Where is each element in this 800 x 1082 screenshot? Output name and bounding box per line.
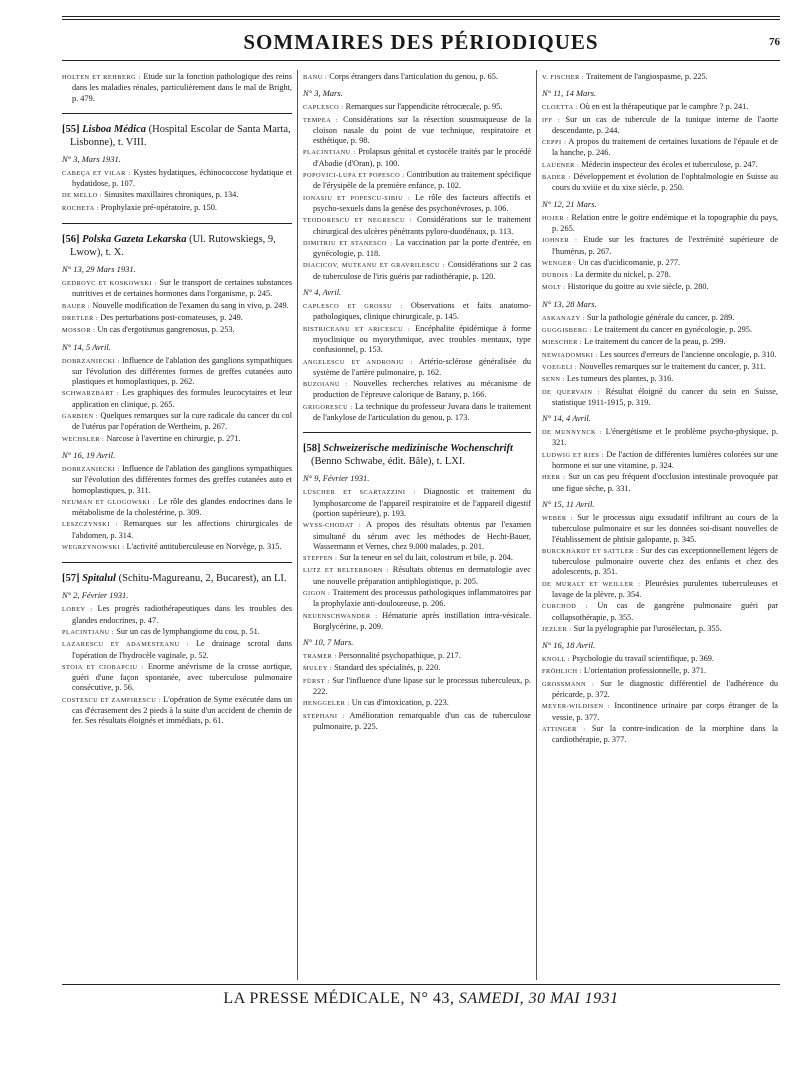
entry-list — [542, 213, 778, 294]
entry — [303, 611, 531, 633]
entry — [62, 497, 292, 519]
entry-author: LUDWIG ET RIES : — [542, 451, 605, 459]
entry — [542, 427, 778, 449]
section-heading: [58] Schweizerische medizinische Wochenschrift (Benno Schwabe, édit. Bâle), t. LXI. — [303, 443, 513, 468]
entry-author: DE MUNNYNCK : — [542, 429, 602, 437]
entry-text: Nouvelles recherches relatives au mécanisme de production de l'épreuve calorique de Barany, p. 166. — [313, 379, 531, 400]
entry-author: POPOVICI-LUPA ET POPESCO : — [303, 172, 405, 180]
entry-text: Artério-sclérose généralisée du système de l'artère pulmonaire, p. 162. — [313, 356, 531, 377]
entry — [542, 137, 778, 159]
entry-author: NEWIADOMSKI : — [542, 351, 598, 359]
entry-text: La dermite du nickel, p. 278. — [574, 270, 671, 280]
entry-text: Des perturbations post-comateuses, p. 249. — [100, 312, 243, 322]
entry-text: Un cas d'ergotismus gangrenosus, p. 253. — [97, 325, 235, 335]
entry-author: DRETLER : — [62, 314, 99, 322]
entry — [542, 624, 778, 635]
entry — [542, 701, 778, 723]
entry-text: Le traitement du cancer de la peau, p. 299. — [584, 337, 726, 347]
entry — [303, 651, 531, 662]
entry-author: GROSSMANN : — [542, 680, 595, 688]
column-3 — [542, 72, 778, 972]
header-rule-top — [62, 16, 780, 17]
entry-text: Incontinence urinaire par corps étranger de la vessie, p. 377. — [552, 701, 778, 722]
entry — [62, 542, 292, 553]
entry — [303, 357, 531, 379]
entry-author: JEZLER : — [542, 625, 572, 633]
footer-text — [62, 990, 780, 1008]
entry-text: A propos des résultats obtenus par l'examen simultané du sérum avec les méthodes de Hecht-Bauer, Wassermann et Vernes, chez 9.000 malades, p. 201. — [313, 520, 531, 551]
entry-author: HOLTEN ET REHBERG : — [62, 74, 141, 81]
entry-text: Le rôle des facteurs affectifs et psycho-sexuels dans la genèse des psychonévroses, p. 106. — [313, 192, 531, 213]
entry-text: Influence de l'ablation des ganglions sympathiques sur l'évolution des différentes formes des greffes cutanées auto et homoplastiques, p. 311. — [72, 463, 292, 495]
entry — [62, 356, 292, 388]
entry-text: Traitement des processus pathologiques inflammatoires par la prophylaxie anti-douloureuse, p. 206. — [313, 587, 531, 609]
entry-author: DUBOIS : — [542, 272, 573, 280]
entry-text: Le drainage scrotal dans l'opération de l'hydrocèle vaginale, p. 52. — [72, 639, 292, 660]
entry-text: Où en est la thérapeutique par le camphre ? p. 241. — [579, 102, 749, 112]
entry — [542, 325, 778, 336]
entry-text: L'activité antituberculeuse en Norvège, p. 315. — [126, 542, 282, 552]
entry-text: Sur l'influence d'une lipase sur le processus tuberculeux, p. 222. — [313, 675, 531, 697]
entry — [542, 601, 778, 623]
entry — [542, 313, 778, 324]
entry-author: MOLT : — [542, 284, 566, 292]
entry — [542, 387, 778, 409]
entry-author: JOHNER : — [542, 237, 578, 245]
entry-author: WEGRZYNOWSKI : — [62, 544, 125, 552]
entry-text: L'orientation professionnelle, p. 371. — [583, 666, 707, 676]
entry-text: Etude sur la fonction pathologique des reins dans les maladies rénales, particulièrement dans le mal de Bright, p. 479. — [72, 72, 292, 103]
entry-text: Sur le diagnostic différentiel de l'adhérence du péricarde, p. 372. — [552, 678, 778, 700]
entry-author: WECHSLER : — [62, 435, 105, 443]
entry — [542, 258, 778, 269]
entry-author: SENN : — [542, 376, 565, 384]
entry-author: CAPLESCO ET GROSSU : — [303, 303, 403, 311]
entry-author: CLOETTA : — [542, 104, 578, 112]
entry-author: V. FISCHER : — [542, 74, 585, 81]
entry — [62, 604, 292, 626]
entry-author: CABEÇA ET VILAR : — [62, 169, 131, 177]
page-footer — [62, 984, 780, 1014]
entry — [303, 711, 531, 733]
entry — [62, 301, 292, 312]
entry-author: HOJER : — [542, 214, 569, 222]
column-2 — [303, 72, 531, 972]
entry-author: GARBIEN : — [62, 413, 99, 421]
entry — [62, 464, 292, 496]
entry — [542, 679, 778, 701]
entry-author: ASKANAZY : — [542, 314, 585, 322]
entry-author: MEYER-WILDISEN : — [542, 703, 611, 711]
entry-text: Diagnostic et traitement du lymphosarcome de l'appareil respiratoire et de l'appareil digestif (portion supérieure), p. 193. — [313, 487, 531, 518]
entry-text: De l'action de différentes lumières colorées sur une hormone et sur une vitamine, p. 324. — [552, 449, 778, 471]
issue-label: N° 13, 28 Mars. — [542, 298, 597, 309]
entry — [62, 434, 292, 445]
entry — [303, 170, 531, 192]
entry — [303, 238, 531, 260]
entry-author: LAZARESCU ET ADAMESTEANU : — [62, 641, 189, 649]
entry-author: WENGER : — [542, 259, 577, 267]
entry-text: Prophylaxie pré-opératoire, p. 150. — [100, 202, 217, 212]
entry-author: SCHWARZBART : — [62, 390, 120, 398]
entry — [62, 72, 292, 104]
entry — [303, 115, 531, 147]
section-separator — [303, 432, 531, 433]
entry-list — [62, 168, 292, 214]
entry-text: Les sources d'erreurs de l'ancienne oncologie, p. 310. — [599, 349, 777, 359]
section-heading: [57] Spitalul (Schitu-Magureanu, 2, Bucarest), an LI. — [62, 573, 287, 585]
entry-text: La vaccination par la porte d'entrée, en gynécologie, p. 118. — [313, 237, 531, 259]
entry — [542, 282, 778, 293]
entry-text: Sur la contre-indication de la morphine dans la cardiothérapie, p. 377. — [552, 723, 778, 745]
entry — [303, 588, 531, 610]
entry-author: GIGON : — [303, 589, 331, 597]
entry-author: CAPLESCO : — [303, 104, 344, 112]
entry-text: Sur la pyélographie par l'urosélectan, p. 355. — [573, 623, 722, 633]
entry — [542, 374, 778, 385]
entry-text: Personnalité psychopathique, p. 217. — [338, 651, 461, 661]
entry-text: Traitement de l'angiospasme, p. 225. — [586, 72, 708, 81]
entry — [542, 350, 778, 361]
entry — [542, 666, 778, 677]
entry — [62, 190, 292, 201]
entry-text: Quelques remarques sur la cure radicale du cancer du col de l'utérus par l'opération de Wertheim, p. 267. — [72, 411, 292, 432]
entry — [62, 203, 292, 214]
entry — [62, 278, 292, 300]
issue-label: N° 12, 21 Mars. — [542, 198, 597, 209]
entry-author: BISTRICEANU ET ARICESCU : — [303, 325, 411, 333]
entry-author: TEMPEA : — [303, 116, 339, 124]
entry-author: CURCHOD : — [542, 603, 588, 611]
entry-text: Prolapsus génital et cystocèle traités par le procédé d'Abadie (d'Oran), p. 100. — [313, 147, 531, 168]
entry-list — [542, 427, 778, 494]
entry — [303, 102, 531, 113]
section-heading: [55] Lisboa Médica (Hospital Escolar de Santa Marta, Lisbonne), t. VIII. — [62, 123, 291, 148]
entry — [542, 115, 778, 137]
entry-text: Un cas de gangrène pulmonaire guéri par collapsothérapie, p. 355. — [552, 601, 778, 622]
entry-author: BADER : — [542, 174, 571, 182]
entry — [62, 627, 292, 638]
entry — [62, 388, 292, 410]
column-rule-right — [536, 70, 537, 980]
section-58 — [303, 442, 531, 732]
entry-author: MULEY : — [303, 665, 332, 673]
entry — [303, 324, 531, 356]
entry-text: Sur le processus aigu exsudatif infiltrant au cours de la tuberculose pulmonaire et sur les données soi-disant nouvelles de l'établissement de phtisie galopante, p. 345. — [552, 512, 778, 544]
footer-journal: LA PRESSE MÉDICALE, — [223, 990, 405, 1007]
footer-rule — [62, 984, 780, 985]
entry-list — [542, 102, 778, 193]
entry — [542, 160, 778, 171]
entry-author: TRAMER : — [303, 653, 337, 661]
issue-label: N° 15, 11 Avril. — [542, 498, 595, 509]
entry — [303, 260, 531, 282]
entry — [542, 546, 778, 578]
entry — [303, 215, 531, 237]
section-57 — [62, 572, 292, 726]
entry-text: Résultats obtenus en dermatologie avec une nouvelle préparation antiphlogistique, p. 205. — [313, 565, 531, 586]
entry-text: Standard des spécialités, p. 220. — [334, 663, 441, 673]
entry-author: BURCKHARDT ET SATTLER : — [542, 547, 639, 555]
section-56 — [62, 233, 292, 553]
entry — [62, 313, 292, 324]
entry — [542, 362, 778, 373]
entry-author: BANU : — [303, 74, 328, 81]
entry-author: LUTZ ET BELTERBORN : — [303, 567, 389, 575]
entry-text: Un cas d'intoxication, p. 223. — [351, 698, 449, 708]
entry-author: WYSS-CHODAT : — [303, 522, 362, 530]
entry-author: FRÖHLICH : — [542, 668, 582, 676]
entry-text: Remarques sur les affections chirurgicales de l'abdomen, p. 314. — [72, 519, 292, 540]
entry-author: STEPHANI : — [303, 712, 345, 720]
entry-text: Considérations sur le traitement chirurgical des ulcères pénétrants pyloro-duodénaux, p. 113. — [313, 215, 531, 236]
entry-text: La technique du professeur Juvara dans le traitement de l'ankylose de l'articulation du genou, p. 173. — [313, 401, 531, 423]
column-rule-left — [297, 70, 298, 980]
issue-label: N° 3, Mars 1931. — [62, 153, 121, 164]
section-separator — [62, 562, 292, 563]
entry-author: MIESCHER : — [542, 339, 583, 347]
entry-list — [542, 313, 778, 408]
entry — [542, 337, 778, 348]
entry — [62, 639, 292, 661]
entry-text: Sinusites maxillaires chroniques, p. 134. — [104, 190, 239, 200]
entry-author: LÜSCHER ET SCARTAZZINI : — [303, 489, 416, 497]
entry-list — [542, 654, 778, 745]
entry-author: IFF : — [542, 116, 561, 124]
entry-author: WEBER : — [542, 514, 573, 522]
entry-text: Observations et faits anatomo-pathologiques, clinique chirurgicale, p. 145. — [313, 301, 531, 322]
entry-author: DIACICOV, MUTEANU ET GRAVRILESCU : — [303, 262, 445, 270]
entry-list — [542, 513, 778, 635]
entry-list — [303, 651, 531, 732]
entry-text: Considérations sur 2 cas de tuberculose de l'iris guéris par radiothérapie, p. 120. — [313, 260, 531, 281]
entry-text: Narcose à l'avertine en chirurgie, p. 271. — [106, 433, 241, 443]
entry — [62, 168, 292, 190]
entry-text: Les tumeurs des plantes, p. 316. — [566, 374, 674, 384]
issue-label: N° 9, Février 1931. — [303, 473, 370, 484]
entry-text: Historique du goitre au xvie siècle, p. 280. — [567, 282, 709, 292]
entry — [542, 213, 778, 235]
footer-date: SAMEDI, 30 MAI 1931 — [458, 990, 619, 1007]
issue-label: N° 13, 29 Mars 1931. — [62, 264, 136, 275]
entry-text: Amélioration remarquable d'un cas de tuberculose pulmonaire, p. 225. — [313, 710, 531, 731]
entry-text: Un cas d'acidicomanie, p. 277. — [578, 257, 681, 267]
entry-author: NEUENSCHWANDER : — [303, 612, 378, 620]
entry-author: MOSSOR : — [62, 327, 96, 335]
entry-author: DOBRZANIECKI : — [62, 465, 120, 473]
entry-list — [62, 278, 292, 336]
entry-text: Nouvelle modification de l'examen du sang in vivo, p. 249. — [92, 300, 289, 310]
entry-text: Les graphiques des formules leucocytaires et leur application en clinique, p. 265. — [72, 388, 292, 409]
entry-author: BAUER : — [62, 302, 91, 310]
entry-text: Sur le transport de certaines substances nutritives et de certaines hormones dans l'organisme, p. 245. — [72, 278, 292, 299]
entry-author: DE MELLO : — [62, 192, 102, 200]
entry-author: TEODORESCU ET NEGRESCU : — [303, 217, 413, 225]
entry-author: LESZCZYNSKI : — [62, 521, 118, 529]
entry — [542, 172, 778, 194]
entry — [303, 553, 531, 564]
issue-label: N° 11, 14 Mars. — [542, 88, 597, 99]
entry-text: Considérations sur la résection sousmuqueuse de la cloison nasale du point de vue technique, respiratoire et esthétique, p. 98. — [313, 114, 531, 146]
issue-label: N° 2, Février 1931. — [62, 590, 129, 601]
footer-issue: N° 43, — [409, 990, 455, 1007]
entry-text: Pleurésies purulentes tuberculeuses et lavage de la plèvre, p. 354. — [552, 578, 778, 599]
entry-text: Psychologie du travail scientifique, p. 369. — [572, 654, 714, 664]
entry-author: DE QUERVAIN : — [542, 388, 601, 396]
entry-author: NEUMAN ET GLOGOWSKI : — [62, 498, 156, 506]
entry-text: Sur des cas exceptionnellement légers de tuberculose pulmonaire ouverte chez des enfants et chez des adolescents, p. 351. — [552, 545, 778, 577]
entry — [542, 450, 778, 472]
entry-text: Développement et évolution de l'ophtalmologie en Suisse au cours du xviiie et du xixe siècle, p. 250. — [552, 172, 778, 193]
entry-text: A propos du traitement de certaines luxations de l'épaule et de la hanche, p. 246. — [552, 137, 778, 158]
entry-author: LAUENER : — [542, 161, 580, 169]
entry — [542, 235, 778, 257]
entry-author: BUZOIANU : — [303, 381, 348, 389]
entry-text: Le rôle des glandes endocrines dans le métabolisme de la cholestérine, p. 309. — [72, 496, 292, 518]
entry-author: LOBEY : — [62, 606, 93, 614]
entry — [62, 411, 292, 433]
page-number: 76 — [769, 36, 780, 48]
entry-text: Sur la teneur en sel du lait, colostrum et bile, p. 204. — [339, 553, 514, 563]
entry — [542, 513, 778, 545]
entry-author: COSTESCU ET ZAMFIRESCU : — [62, 696, 161, 704]
entry-list — [303, 301, 531, 423]
entry — [303, 663, 531, 674]
entry-author: GEDROYC ET KOSKOWSKI : — [62, 280, 157, 288]
entry — [303, 147, 531, 169]
entry — [62, 662, 292, 694]
entry-list — [303, 487, 531, 632]
entry-text: Sur un cas de tubercule de la tunique interne de l'aorte descendante, p. 244. — [552, 114, 778, 135]
entry-list — [303, 102, 531, 282]
section-heading: [56] Polska Gazeta Lekarska (Ul. Rutowskiegs, 9, Lwow), t. X. — [62, 234, 276, 259]
entry-author: ATTINGER : — [542, 725, 586, 733]
entry — [303, 193, 531, 215]
section-separator — [62, 223, 292, 224]
entry — [542, 102, 778, 113]
header-rule-top-double — [62, 19, 780, 20]
entry — [303, 301, 531, 323]
entry-text: Encéphalite épidémique à forme myoclinique ou myorythmique, avec troubles mentaux, type confusionnel, p. 153. — [313, 323, 531, 355]
issue-label: N° 16, 18 Avril. — [542, 640, 596, 651]
entry — [303, 72, 531, 83]
entry — [542, 72, 778, 83]
entry-author: GUGGISBERG : — [542, 327, 592, 335]
entry — [303, 487, 531, 519]
entry-author: STEFFEN : — [303, 555, 338, 563]
entry — [303, 520, 531, 552]
entry-text: Les progrès radiothérapeutiques dans les troubles des glandes endocrines, p. 47. — [72, 604, 292, 625]
entry-text: L'énergétisme et le problème psycho-physique, p. 321. — [552, 427, 778, 448]
entry-list — [62, 464, 292, 553]
issue-label: N° 3, Mars. — [303, 88, 343, 99]
entry-text: Sur un cas peu fréquent d'occlusion intestinale provoquée par une figue sèche, p. 331. — [552, 472, 778, 493]
entry-author: VOEGELI : — [542, 363, 578, 371]
entry-text: Relation entre le goitre endémique et la topographie du pays, p. 265. — [552, 212, 778, 233]
entry — [542, 579, 778, 601]
entry-author: PLACINTIANU : — [62, 628, 115, 636]
entry-text: Médecin inspecteur des écoles et tuberculose, p. 247. — [581, 159, 758, 169]
entry-author: DE MURALT ET WEILLER : — [542, 580, 641, 588]
entry — [303, 676, 531, 698]
entry-text: L'opération de Syme exécutée dans un cas d'écrasement des 2 pieds à la suite d'un accident de chemin de fer. Ses résultats éloignés et immédiats, p. 61. — [72, 694, 292, 726]
entry-author: HEER : — [542, 474, 566, 482]
entry — [62, 325, 292, 336]
entry — [62, 695, 292, 727]
page-title: SOMMAIRES DES PÉRIODIQUES — [243, 30, 599, 54]
entry-text: Hématurie après instillation intra-vésicale. Borglycérine, p. 209. — [313, 610, 531, 631]
entry-text: Résultat éloigné du cancer du sein en Suisse, statistique 1911-1915, p. 319. — [552, 386, 778, 407]
entry-list — [62, 604, 292, 726]
entry-text: Le traitement du cancer en gynécologie, p. 295. — [593, 325, 753, 335]
page-header — [62, 14, 780, 62]
entry — [62, 519, 292, 541]
issue-label: N° 10, 7 Mars. — [303, 637, 354, 648]
entry — [542, 654, 778, 665]
column-1 — [62, 72, 292, 972]
entry-text: Kystes hydatiques, échinococcose hydatique et hydatidose, p. 107. — [72, 167, 292, 189]
entry-text: Remarques sur l'appendicite rétrocæcale, p. 95. — [345, 102, 503, 112]
entry-text: Contribution au traitement spécifique de l'érysipèle de la première enfance, p. 102. — [313, 170, 531, 191]
entry-text: Enorme anévrisme de la crosse aortique, guéri d'une façon spontanée, avec tuberculose pulmonaire consécutive, p. 56. — [72, 661, 292, 693]
issue-label: N° 14, 4 Avril. — [542, 413, 591, 424]
entry-text: Nouvelles remarques sur le traitement du cancer, p. 311. — [579, 361, 766, 371]
section-55 — [62, 123, 292, 214]
entry-author: DIMITRIU ET STANESCO : — [303, 239, 393, 247]
issue-label: N° 4, Avril. — [303, 287, 342, 298]
issue-label: N° 16, 19 Avril. — [62, 449, 116, 460]
header-rule-bottom — [62, 60, 780, 61]
entry-author: STOIA ET CIOBAPCIU : — [62, 663, 144, 671]
entry — [303, 698, 531, 709]
entry-author: HENGGELER : — [303, 700, 350, 708]
entry — [542, 270, 778, 281]
entry — [303, 565, 531, 587]
entry-text: Corps étrangers dans l'articulation du genou, p. 65. — [329, 72, 499, 81]
entry-text: Influence de l'ablation des ganglions sympathiques sur l'évolution des différentes formes de greffes cutanées auto plastiques et homoplastiques, p. 262. — [72, 355, 292, 387]
issue-label: N° 14, 5 Avril. — [62, 341, 111, 352]
entry-text: Etude sur les fractures de l'extrémité supérieure de l'humérus, p. 267. — [552, 235, 778, 256]
entry-author: IONASIU ET POPESCU-SIBIU : — [303, 194, 411, 202]
entry-author: KNOLL : — [542, 656, 570, 664]
entry — [303, 379, 531, 401]
entry — [542, 472, 778, 494]
section-separator — [62, 113, 292, 114]
entry — [303, 402, 531, 424]
entry-author: ANGELESCU ET ANDRONIU : — [303, 358, 413, 366]
entry-text: Sur la pathologie générale du cancer, p. 289. — [586, 312, 735, 322]
entry-author: ROCHETA : — [62, 204, 99, 212]
entry-author: FÜRST : — [303, 677, 330, 685]
entry-list — [62, 356, 292, 445]
entry — [542, 724, 778, 746]
entry-text: Sur un cas de lymphangiome du cou, p. 51. — [116, 626, 260, 636]
entry-author: DOBRZANIECKI : — [62, 357, 120, 365]
entry-author: CEPPI : — [542, 139, 567, 147]
entry-author: GRIGORESCU : — [303, 403, 353, 411]
entry-author: PLACINTIANU : — [303, 149, 356, 157]
